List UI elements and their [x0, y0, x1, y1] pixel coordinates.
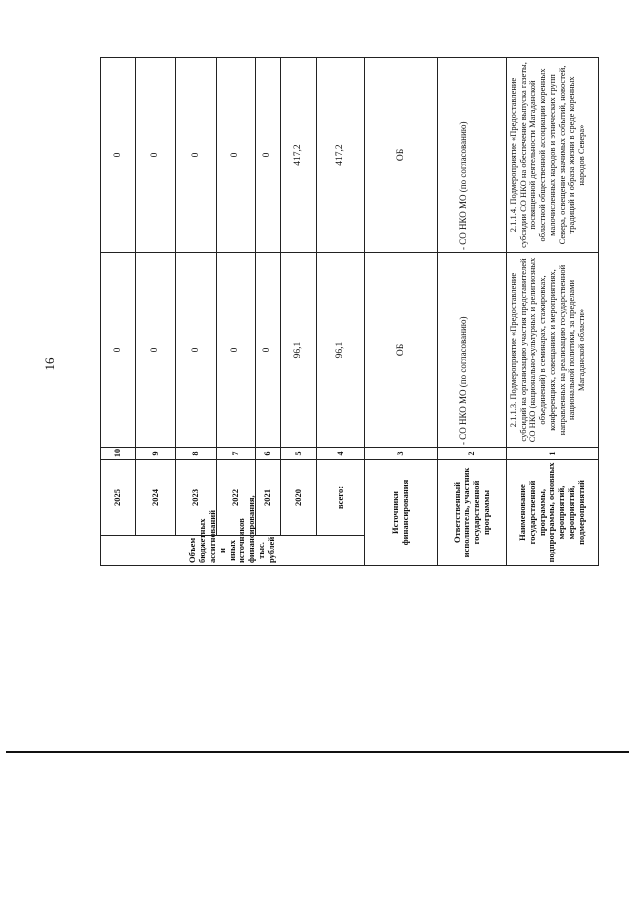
header-y2022: 2022 [216, 460, 256, 536]
header-y2020: 2020 [280, 460, 317, 536]
cell-y2022-row1: 0 [216, 253, 256, 448]
header-name: Наименование государственной программы, подпрограммы, основных мероприятий, мероприятий, подмероприятий [506, 460, 598, 566]
cell-y2020-row1: 96,1 [280, 253, 317, 448]
column-executor [438, 58, 506, 566]
column-number-10: 10 [101, 448, 136, 460]
budget-table [100, 58, 598, 566]
column-number-1: 1 [506, 448, 598, 460]
column-y2023 [176, 58, 216, 566]
header-executor: Ответственный исполнитель, участник государственной программы [438, 460, 506, 566]
cell-y2021-row2: 0 [256, 58, 281, 253]
page-number: 16 [42, 357, 57, 371]
cell-source-row1: ОБ [364, 253, 438, 448]
column-y2024 [136, 58, 176, 566]
header-y2025: 2025 [101, 460, 136, 536]
cell-y2025-row1: 0 [101, 253, 136, 448]
cell-y2021-row1: 0 [256, 253, 281, 448]
column-y2021 [256, 58, 281, 566]
budget-table-grid [100, 57, 599, 566]
cell-y2022-row2: 0 [216, 58, 256, 253]
cell-y2023-row1: 0 [176, 253, 216, 448]
column-number-7: 7 [216, 448, 256, 460]
horizontal-rule [6, 751, 629, 753]
column-y2020 [280, 58, 317, 566]
column-number-5: 5 [280, 448, 317, 460]
header-y2024: 2024 [136, 460, 176, 536]
column-number-2: 2 [438, 448, 506, 460]
column-number-4: 4 [317, 448, 364, 460]
header-y2021: 2021 [256, 460, 281, 536]
cell-y2020-row2: 417,2 [280, 58, 317, 253]
cell-name-row2: 2.1.1.4. Подмероприятие «Предоставление субсидии СО НКО на обеспечение выпуска газеты, посвященной деятельности Магаданской областной общественной ассоциации коренных малочисленных народов и этнических групп Севера, освещение значимых событий, новостей, традиций и образа жизни в среде коренных народов Севера» [506, 58, 598, 253]
cell-source-row2: ОБ [364, 58, 438, 253]
header-source: Источники финансирования [364, 460, 438, 566]
column-number-3: 3 [364, 448, 438, 460]
header-y2023: 2023 [176, 460, 216, 536]
header-volume: Объем бюджетных ассигнований и иных источников финансирования, тыс. рублей [101, 536, 365, 566]
cell-y2023-row2: 0 [176, 58, 216, 253]
column-total [317, 58, 364, 566]
column-name [506, 58, 598, 566]
cell-executor-row2: - СО НКО МО (по согласованию) [438, 58, 506, 253]
column-y2022 [216, 58, 256, 566]
column-number-9: 9 [136, 448, 176, 460]
column-source [364, 58, 438, 566]
cell-total-row2: 417,2 [317, 58, 364, 253]
cell-y2024-row1: 0 [136, 253, 176, 448]
column-y2025 [101, 58, 136, 566]
cell-total-row1: 96,1 [317, 253, 364, 448]
cell-name-row1: 2.1.1.3. Подмероприятие «Предоставление субсидий на организацию участия представителей СО НКО (национально-культурных и религиозных объединений) в семинарах, стажировках, конференциях, совещаниях и мероприятиях, направленных на реализацию государственной национальной политики, за пределами Магаданской области» [506, 253, 598, 448]
cell-y2025-row2: 0 [101, 58, 136, 253]
header-total: всего: [317, 460, 364, 536]
column-number-6: 6 [256, 448, 281, 460]
column-number-8: 8 [176, 448, 216, 460]
cell-executor-row1: - СО НКО МО (по согласованию) [438, 253, 506, 448]
cell-y2024-row2: 0 [136, 58, 176, 253]
